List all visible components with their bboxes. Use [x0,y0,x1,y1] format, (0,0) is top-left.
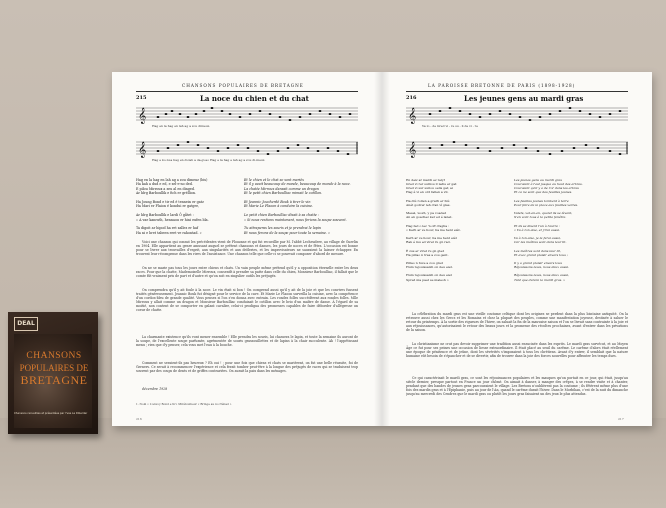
cover-subtitle: Chansons recueillies et présentées par Yves Le Diberder [14,412,88,415]
verse-line: Réjouissons-nous, nous deux aussi. [514,265,569,270]
verse-line: Les feuilles jaunes tombent à terre [514,198,569,203]
verse-line: Les maîtres sont dans leur lit, [514,248,561,253]
verse-line: Pillao n fuve a zou gred [406,261,443,266]
verse-line: Il y a grand plaisir envers tous [514,261,562,266]
left-verses-french [244,178,362,235]
verse-line: Et le chien et le chat se sont mariés [244,178,304,182]
cover-title-line: POPULAIRES DE [19,363,89,373]
verse-line: Et avec grand plaisir envers tous ; [514,252,568,257]
verse-line: Car les maîtres sont dans leur lit. [514,240,567,245]
svg-text:𝄞: 𝄞 [408,142,417,158]
right-page-number: 216 [406,95,417,101]
verse-line: Va à ton aise, je le ferai aussi, [514,236,561,241]
verse-line: Couraient qu'il y a de l'or dans les arbres [514,186,579,191]
verse-line: Tu attraperas les souris et je prendrai le lapin [244,226,322,231]
book-cover [8,312,98,434]
left-header-rule [136,91,358,92]
verse-line: « Va à ton aise, et j'irai aussi. [514,227,560,232]
verse-line: Et ils se disent l'un à l'autre : [514,223,560,228]
publisher-logo: DEAL [14,317,38,331]
right-verses-breton [406,178,511,282]
verse-line: « A vae kanruth, hennaou er hini eufen bla. [136,217,209,222]
verse-line: « Si nous restions maintenant, nous ferions la soupe souvent. [244,217,347,222]
verse-line: Couraient à l'est jusque au haut des arbres. [514,182,583,187]
right-paragraph: La célébration du mardi gras est une vieille coutume celtique dont les origines se perdent dans la plus lointaine antiquité. On la retrouve aussi chez les Grecs et les Romains et chez la plupart des peuples, comme une manifestation joyeuse, destinée à saluer le retour du printemps. À la sortie des rigueurs de l'hiver, on saluait la fin de la mauvaise saison et l'on se livrait sans contrainte à la joie et aux réjouissances, qu'autorisaient le retour des beaux jours et la promesse des récoltes prochaines, avant d'entrer dans les privations de la saison. [406,312,628,333]
right-verses-french [514,178,632,282]
verse-line: Et il y avait beaucoup de monde, beaucoup de monde à la noce. [244,182,351,187]
left-lyric-line-1: Hag en la hag en lah ag a zou dimeuz. [152,124,211,128]
verse-line: Pour faire de la place aux feuilles vertes. [514,202,579,207]
verse-line: Ha ni e hret tabeen eret ve rahontad. » [136,230,202,235]
left-folio: 216 [136,417,142,421]
svg-text:𝄞: 𝄞 [408,108,417,124]
verse-line: Gred vi rer sulliou 0 ledis er gaf. [406,182,458,187]
verse-line: Et ce ne sont que des feuilles jaunes. [514,190,573,195]
verse-line: E pilou Mirroux a zeu al en dinged. [136,186,195,191]
svg-text:𝄞: 𝄞 [138,142,147,158]
verse-line: Le petit chien Barboulliac disait à sa chatte : [244,213,320,218]
verse-line: Ha kah a dud e ed, e zel-e-no ded. [136,182,193,187]
verse-line: En deiz ar mardi ez relyf [406,178,445,182]
verse-line: Ar hîrg Barboullik e fich er gréllion. [136,191,197,196]
verse-line: « Kerh ar ve hour, ha me hent eiét. [406,227,461,232]
cover-title-line: BRETAGNE [20,373,88,387]
left-lyric-line-2: Hag e ko-ni-a hag en di-lah a da-gi-ao Hag e la hag e lah ag a zou di-meuz. [152,158,266,162]
verse-line: Et Jeannic Joucherdé Bouk à tirer le vin [244,200,311,205]
cover-title [14,350,94,386]
verse-line: Les jeunes gens au mardi gras [514,178,562,182]
left-running-head: CHANSONS POPULAIRES DE BRETAGNE [182,83,304,88]
verse-line: Rak é mu ed viret ru gn rad. [406,240,451,245]
left-paragraph: Comment ne seraient-ils pas heureux ? Eh oui ! ; pour une fois que chiens et chats se marièrent, on fut une belle réussite, foi de Gerners. Ce serait à recommencer l'expérience et cela ferait tomber peut-être à la longue des préjugés de races qui se traduisent trop souvent par des coups de dents et de griffes contrariées. On aurait la paix dans les ménages. [136,361,358,374]
verse-line: Ë zus er viret ru gn gled [406,248,445,253]
verse-line: Ar hîrg Barboullik e lardi Ö gåtet : [136,213,194,218]
verse-line: Et nous ferons de la soupe pour toute la semaine. » [244,230,331,235]
left-verses-breton [136,178,241,235]
right-header-rule [406,91,628,92]
right-running-head: LA PAROISSE BRETONNE DE PARIS (1898-1928) [428,83,576,88]
table-surface [0,418,666,508]
left-music-score [136,104,358,176]
verse-line: Ha Joung Bond e tir ed é tennein er gatz [136,200,204,205]
verse-line: La chatte Mirroux dansait comme un dragon [244,186,319,191]
svg-text:𝄞: 𝄞 [138,108,147,124]
verse-line: Hag ê vi en ord fallen a vil. [406,190,449,195]
verse-line: Ha pillao n tras a zou gent. [406,252,449,257]
verse-line: Spred ma paet se maleoh » [406,277,449,282]
verse-line: Kerh ar ve hour, ha me hent eiét [406,236,457,241]
left-footnote: 1. Noël « L'envoy Bond e tir» Mirébonheur « Bringe au no frébad » [136,402,232,406]
left-date: décembre 1928 [142,387,168,391]
left-paragraph: Voici une chanson qui connut les précédentes vient de Plouzane et qui fut recueillie par M. l'abbé Lecheudere, au village de Guerlin en 1904. Elle appartient au genre amusant auquel se prêtent chansons et danses, les jours de noces et de fêtes. L'occasion est bonne pour se livrer aux trouvailles d'esprit, aux singularités et aux drôleries, et les improvisateurs ne sauraient la laisser échapper. En trouvent leur récompense dans les rires de l'assistance. Une chanson telle que celle-ci se pourvait composer d'abord de mesure. [136,240,358,257]
book-gutter-shadow [374,72,390,426]
verse-line: Ha Mari er Flaion é kondui er gatgre, [136,204,200,209]
verse-line: Ta digoit ar hipod ha ret zallez er haf [136,226,199,231]
verse-line: Hum rejouissaizh on deu eiet [406,273,452,278]
verse-line: Valets, vat-en-en, quand ils se lèvent, [514,211,573,216]
left-paragraph: On comprendra qu'il y ait foule à la noce. Le vin était si bon ! On comprend aussi qu'il y ait de la joie et que les convives fussent traités généreusement. Jeannic Bouk fut désigné pour le service de la cave. Et Marie Le Flaoon surveilla la cuisine, avec la compétence d'un cordon-bleu de grande qualité. Vous pensez si l'on s'en donna avec entrain. Les rondes folles succédèrent aux rondes folles. Mlle Mirroux y allait comme un dragon et Monsieur Barboulliac conduisait le cotillon avec le brio d'un maître de danse. À l'égard de sa moitié, non content de se comporter en galant cavalier, celui-ci prodigua des promesses capables de faire déborder d'allégresse un coeur de chatte. [136,288,358,313]
right-folio: 217 [618,417,624,421]
verse-line: Hag fed o lez 'n off d'agha : [406,223,450,228]
verse-line: Et le petit chien Barboulliac mimait le cotillon. [244,191,323,196]
verse-line: Gred vi sur suilou oelis gaf, ai [406,186,453,191]
cover-title-line: CHANSONS [26,351,82,361]
left-page [112,72,382,426]
verse-line: Mesel, wozh, y pa voaded [406,211,447,216]
verse-line: Hag en la hag en lah ag a zou dimeuz (bis) [136,178,208,182]
left-page-number: 215 [136,95,147,101]
right-song-title: Les jeunes gens au mardi gras [464,94,584,103]
left-song-title: La noce du chien et du chat [200,94,309,103]
right-lyric-line-1: Va lo - de Gred vi - re su - li de vi - re [422,124,478,128]
right-paragraph: Ce qui caractérisait le mardi gras, ce sont les réjouissances populaires et les masques qu'on portait en ce jour, qui était, jusqu'au siècle dernier, presque partout en France un jour chômé. On aimait à danser, à manger des crêpes, à se rendre visite et à chanter, pendant que des bandes de jeunes gens parcouraient le village. Les Bretons n'oublièrent pas la coutume ; ils fêtèrent même plus d'une fois des mardis gras et à l'Épiphanie, puis au jour de l'An, quand le carême durait l'hiver. Dans le Morbihan, c'est de la nuit du dimanche jusqu'au mercredi des Cendres que le mardi gras ou plutôt les jours gras faisaient un des jeux le plus attendus. [406,376,628,397]
verse-line: An en goachez ker ed é lanet. [406,215,453,220]
verse-line: Hum rejouissaizh on deu eiet. [406,265,453,270]
verse-line: Et Marie Le Flaoon à conduire la cuisine. [244,204,314,209]
verse-line: Tant que durera le mardi gras. » [514,277,566,282]
verse-line: Ha diù rollen a grarh er hiù [406,198,450,203]
verse-line: Anét godrer leh d'an vî glas. [406,202,451,207]
left-paragraph: On ne se marie pas tous les jours entre chiens et chats. Un vain peuple même prétend qu'il y a opposition éternelle entre les deux races. Pour que la chatte, Mademoiselle Mirroux, consentît à prendre sa patte dans celle du chien, Monsieur Barboulliac, il fallait que le comte fût vraiment pris de part et d'autre et qu'on soit en singulier outils les préjugés. [136,266,358,279]
right-page [382,72,652,426]
right-music-score [406,104,628,176]
verse-line: S'en vont tous à la petite fenêtre. [514,215,567,220]
right-paragraph: La christianisme ne crut pas devoir supprimer une tradition aussi enracinée dans les esprits. Le mardi gras survécut, et au Moyen Âge ce fut pour ses peines une occasion de liesse extraordinaire. Il était placé au seuil du carême. Le carême d'alors était réellement une époque de pénitence et de jeûne, dont les sévérités s'imposaient à tous les chrétiens. Avant d'y entrer, il semblait que la nature humaine eût besoin de s'épancher et de se divertir, afin de trouver dans la joie des forces nouvelles pour affronter les temps durs. [406,342,628,359]
left-paragraph: La charmante existence qu'ils vont mener ensemble ! Elle prendra les souris, lui chassera le lapin, et toute la semaine ils auront de la soupe, de l'excellente soupe parfumée, agrémentée de souris grassouillettes et de lapins à la chair succulente. Ah ! l'appétissant menu ; rien que d'y penser, cela vous met l'eau à la bouche. [136,335,358,348]
verse-line: Réjouissons-nous, nous deux aussi, [514,273,569,278]
open-book-spread [112,72,652,426]
